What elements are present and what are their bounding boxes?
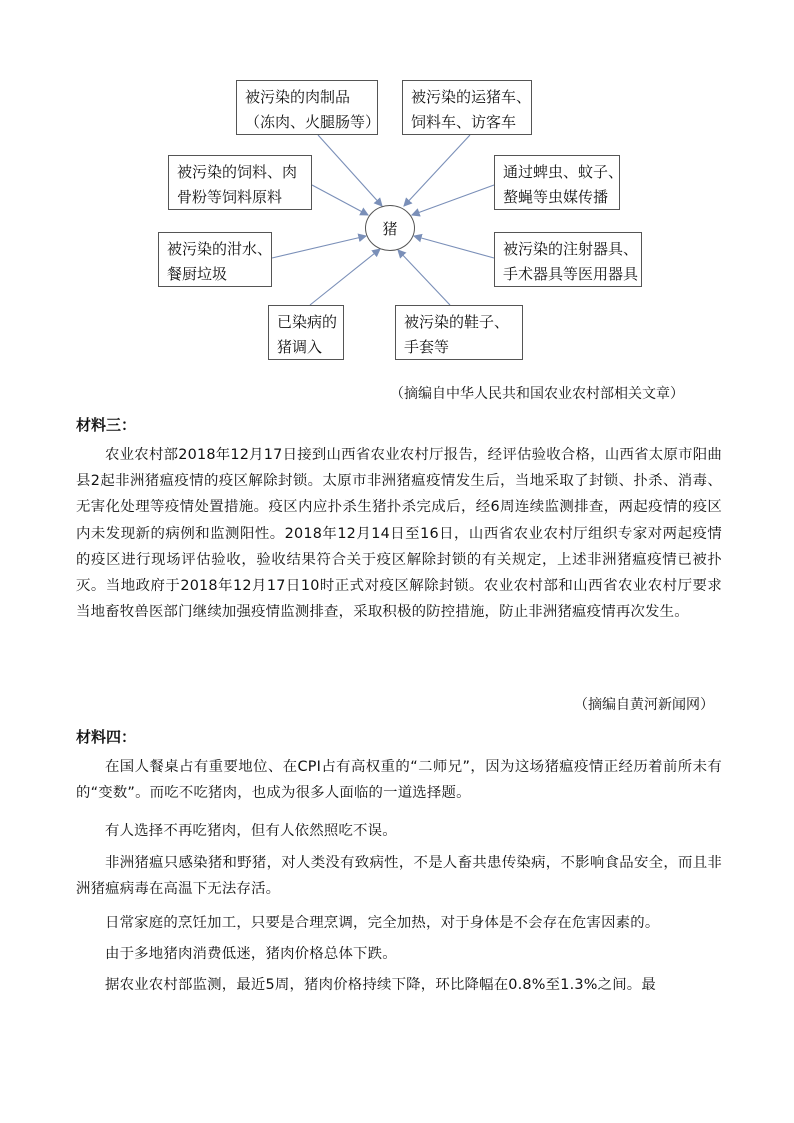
- box-line: 被污染的泔水、: [167, 240, 273, 258]
- box-line: 手套等: [404, 338, 450, 356]
- material4-paragraph-5: 由于多地猪肉消费低迷，猪肉价格总体下跌。: [105, 946, 397, 962]
- material3-paragraph: 农业农村部2018年12月17日接到山西省农业农村厅报告，经评估验收合格，山西省太原市阳曲县2起非洲猪瘟疫情的疫区解除封锁。太原市非洲猪瘟疫情发生后，当地采取了封锁、扑杀、消毒、无害化处理等疫情处置措施。疫区内应扑杀生猪扑杀完成后，经6周连续监测排查，两起疫情的疫区内未发现新的病例和监测阳性。2018年12月14日至16日，山西省农业农村厅组织专家对两起疫情的疫区进行现场评估验收，验收结果符合关于疫区解除封锁的有关规定，上述非洲猪瘟疫情已被扑灭。当地政府于2018年12月17日10时正式对疫区解除封锁。农业农村部和山西省农业农村厅要求当地畜牧兽医部门继续加强疫情监测排查，采取积极的防控措施，防止非洲猪瘟疫情再次发生。: [76, 447, 722, 621]
- transmission-diagram: [0, 0, 794, 380]
- box-insect-vectors: [494, 155, 624, 210]
- box-line: 猪调入: [277, 338, 323, 356]
- material4-paragraph-4: 日常家庭的烹饪加工，只要是合理烹调，完全加热，对于身体是不会存在危害因素的。: [105, 915, 660, 931]
- box-medical-instruments: [494, 232, 642, 287]
- material4-paragraph-6: 据农业农村部监测，最近5周，猪肉价格持续下降，环比降幅在0.8%至1.3%之间。最: [105, 977, 656, 993]
- material3-heading: 材料三：: [76, 416, 137, 434]
- material3-source: （摘编自黄河新闻网）: [574, 697, 714, 713]
- box-infected-pigs: [268, 305, 344, 360]
- box-line: （冻肉、火腿肠等）: [245, 113, 381, 131]
- arrow-pigs: [310, 249, 380, 305]
- arrow-insects: [412, 185, 494, 215]
- box-line: 被污染的运猪车、: [411, 88, 532, 106]
- arrow-meat: [318, 135, 382, 206]
- arrow-feed: [312, 185, 368, 215]
- box-line: 饲料车、访客车: [411, 113, 517, 131]
- box-contaminated-feed: [168, 155, 312, 210]
- box-contaminated-vehicles: [402, 80, 532, 135]
- arrow-shoes: [398, 250, 450, 305]
- arrow-medical: [414, 236, 494, 258]
- material4-paragraph-3: 非洲猪瘟只感染猪和野猪，对人类没有致病性，不是人畜共患传染病，不影响食品安全，而且非洲猪瘟病毒在高温下无法存活。: [76, 855, 722, 898]
- box-contaminated-shoes: [395, 305, 523, 360]
- box-line: 骨粉等饲料原料: [177, 188, 283, 206]
- diagram-source: （摘编自中华人民共和国农业农村部相关文章）: [390, 386, 684, 402]
- material4-paragraph-2: 有人选择不再吃猪肉，但有人依然照吃不误。: [105, 823, 397, 839]
- box-line: 通过蜱虫、蚊子、: [503, 163, 624, 181]
- box-contaminated-swill: [158, 232, 272, 287]
- box-line: 被污染的注射器具、: [503, 240, 639, 258]
- box-line: 手术器具等医用器具: [503, 265, 639, 283]
- box-line: 被污染的肉制品: [245, 88, 351, 106]
- box-contaminated-meat: [236, 80, 381, 135]
- material4-heading: 材料四：: [76, 728, 137, 746]
- box-line: 被污染的饲料、肉: [177, 163, 298, 181]
- pig-center-node: 猪: [365, 205, 415, 251]
- box-line: 被污染的鞋子、: [404, 313, 510, 331]
- box-line: 已染病的: [277, 313, 338, 331]
- arrow-swill: [272, 236, 366, 258]
- material4-paragraph-1: 在国人餐桌占有重要地位、在CPI占有高权重的“二师兄”，因为这场猪瘟疫情正经历着前所未有的“变数”。而吃不吃猪肉，也成为很多人面临的一道选择题。: [76, 759, 722, 802]
- arrow-vehicles: [404, 135, 470, 206]
- box-line: 餐厨垃圾: [167, 265, 228, 283]
- box-line: 螯蝇等虫媒传播: [503, 188, 609, 206]
